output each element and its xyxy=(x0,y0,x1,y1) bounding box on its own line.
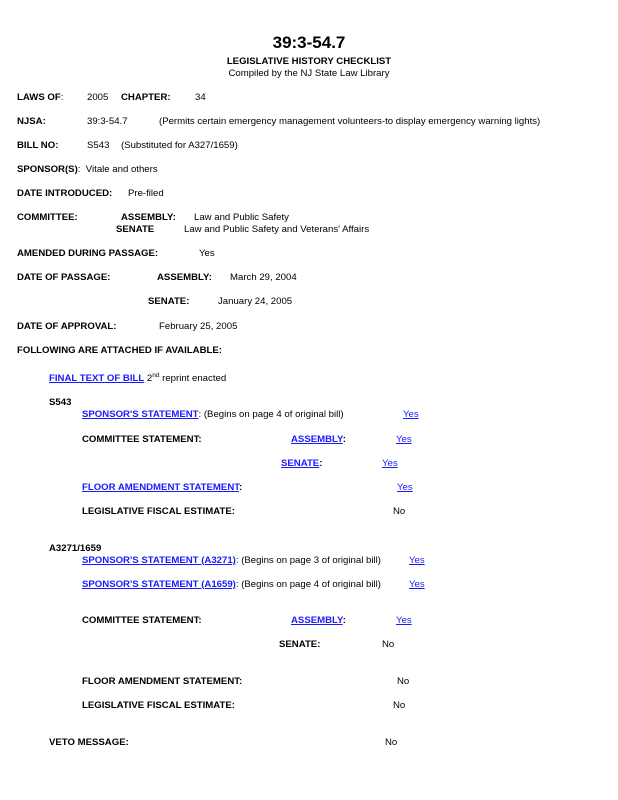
a3271-sponsor-statement-link[interactable]: SPONSOR'S STATEMENT (A3271) xyxy=(82,555,236,566)
s543-assembly-yes-link[interactable]: Yes xyxy=(396,434,412,445)
a3271-committee-label: COMMITTEE STATEMENT: xyxy=(82,615,202,626)
amended-value: Yes xyxy=(199,248,215,259)
date-introduced-value: Pre-filed xyxy=(128,188,164,199)
a3271-fiscal-value: No xyxy=(393,700,406,711)
s543-fiscal-value: No xyxy=(393,506,406,517)
s543-floor-amendment-link[interactable]: FLOOR AMENDMENT STATEMENT xyxy=(82,482,240,493)
s543-sponsor-statement-yes-link[interactable]: Yes xyxy=(403,409,419,420)
committee-senate-label: SENATE xyxy=(116,224,155,235)
njsa-description: (Permits certain emergency management volunteers-to display emergency warning lights) xyxy=(159,116,541,127)
sponsors-row: SPONSOR(S): Vitale and others xyxy=(17,164,158,175)
a3271-assembly-link[interactable]: ASSEMBLY xyxy=(291,615,343,626)
compiled-by: Compiled by the NJ State Law Library xyxy=(228,68,390,79)
date-of-approval-value: February 25, 2005 xyxy=(159,321,238,332)
a3271-fiscal-label: LEGISLATIVE FISCAL ESTIMATE: xyxy=(82,700,235,711)
laws-of-label: LAWS OF: xyxy=(17,92,64,103)
final-text-row: FINAL TEXT OF BILL 2nd reprint enacted xyxy=(49,371,227,384)
a3271-floor-value: No xyxy=(397,676,410,687)
bill-no-value: S543 xyxy=(87,140,110,151)
s543-committee-label: COMMITTEE STATEMENT: xyxy=(82,434,202,445)
chapter-value: 34 xyxy=(195,92,206,103)
page-title: 39:3-54.7 xyxy=(272,33,346,52)
date-of-passage-label: DATE OF PASSAGE: xyxy=(17,272,111,283)
bill-no-label: BILL NO: xyxy=(17,140,59,151)
committee-senate-value: Law and Public Safety and Veterans' Affairs xyxy=(184,224,370,235)
a1659-sponsor-statement-yes-link[interactable]: Yes xyxy=(409,579,425,590)
s543-senate-yes-link[interactable]: Yes xyxy=(382,458,398,469)
committee-assembly-value: Law and Public Safety xyxy=(194,212,289,223)
s543-sponsor-statement-link[interactable]: SPONSOR'S STATEMENT xyxy=(82,409,199,420)
a3271-assembly-row: ASSEMBLY: xyxy=(291,615,346,626)
date-introduced-label: DATE INTRODUCED: xyxy=(17,188,113,199)
page-subtitle: LEGISLATIVE HISTORY CHECKLIST xyxy=(226,56,392,67)
chapter-label: CHAPTER: xyxy=(121,92,171,103)
laws-of-value: 2005 xyxy=(87,92,109,103)
s543-sponsor-row: SPONSOR'S STATEMENT: (Begins on page 4 of original bill) xyxy=(82,409,344,420)
a3271-senate-value: No xyxy=(382,639,395,650)
passage-assembly-label: ASSEMBLY: xyxy=(157,272,212,283)
s543-floor-yes-link[interactable]: Yes xyxy=(397,482,413,493)
a3271-sponsor1-row: SPONSOR'S STATEMENT (A3271): (Begins on page 3 of original bill) xyxy=(82,555,381,566)
s543-fiscal-label: LEGISLATIVE FISCAL ESTIMATE: xyxy=(82,506,235,517)
a1659-sponsor-row: SPONSOR'S STATEMENT (A1659): (Begins on page 4 of original bill) xyxy=(82,579,381,590)
veto-label: VETO MESSAGE: xyxy=(49,737,129,748)
a3271-sponsor-statement-yes-link[interactable]: Yes xyxy=(409,555,425,566)
s543-senate-link[interactable]: SENATE xyxy=(281,458,320,469)
s543-senate-row: SENATE: xyxy=(281,458,323,469)
njsa-value: 39:3-54.7 xyxy=(87,116,128,127)
sponsors-label: SPONSOR(S) xyxy=(17,164,78,175)
passage-assembly-value: March 29, 2004 xyxy=(230,272,297,283)
date-of-approval-label: DATE OF APPROVAL: xyxy=(17,321,117,332)
final-text-link[interactable]: FINAL TEXT OF BILL xyxy=(49,373,145,384)
passage-senate-label: SENATE: xyxy=(148,296,190,307)
s543-assembly-row: ASSEMBLY: xyxy=(291,434,346,445)
a3271-floor-label: FLOOR AMENDMENT STATEMENT: xyxy=(82,676,243,687)
veto-value: No xyxy=(385,737,398,748)
njsa-label: NJSA: xyxy=(17,116,46,127)
s543-assembly-link[interactable]: ASSEMBLY xyxy=(291,434,343,445)
committee-assembly-label: ASSEMBLY: xyxy=(121,212,176,223)
sponsors-value: Vitale and others xyxy=(85,164,158,175)
s543-label: S543 xyxy=(49,397,72,408)
a3271-senate-label: SENATE: xyxy=(279,639,321,650)
bill-no-note: (Substituted for A327/1659) xyxy=(121,140,238,151)
attached-heading: FOLLOWING ARE ATTACHED IF AVAILABLE: xyxy=(17,345,222,356)
s543-floor-row: FLOOR AMENDMENT STATEMENT: xyxy=(82,482,243,493)
amended-label: AMENDED DURING PASSAGE: xyxy=(17,248,159,259)
passage-senate-value: January 24, 2005 xyxy=(218,296,293,307)
a3271-label: A3271/1659 xyxy=(49,543,102,554)
committee-label: COMMITTEE: xyxy=(17,212,78,223)
a3271-assembly-yes-link[interactable]: Yes xyxy=(396,615,412,626)
a1659-sponsor-statement-link[interactable]: SPONSOR'S STATEMENT (A1659) xyxy=(82,579,236,590)
